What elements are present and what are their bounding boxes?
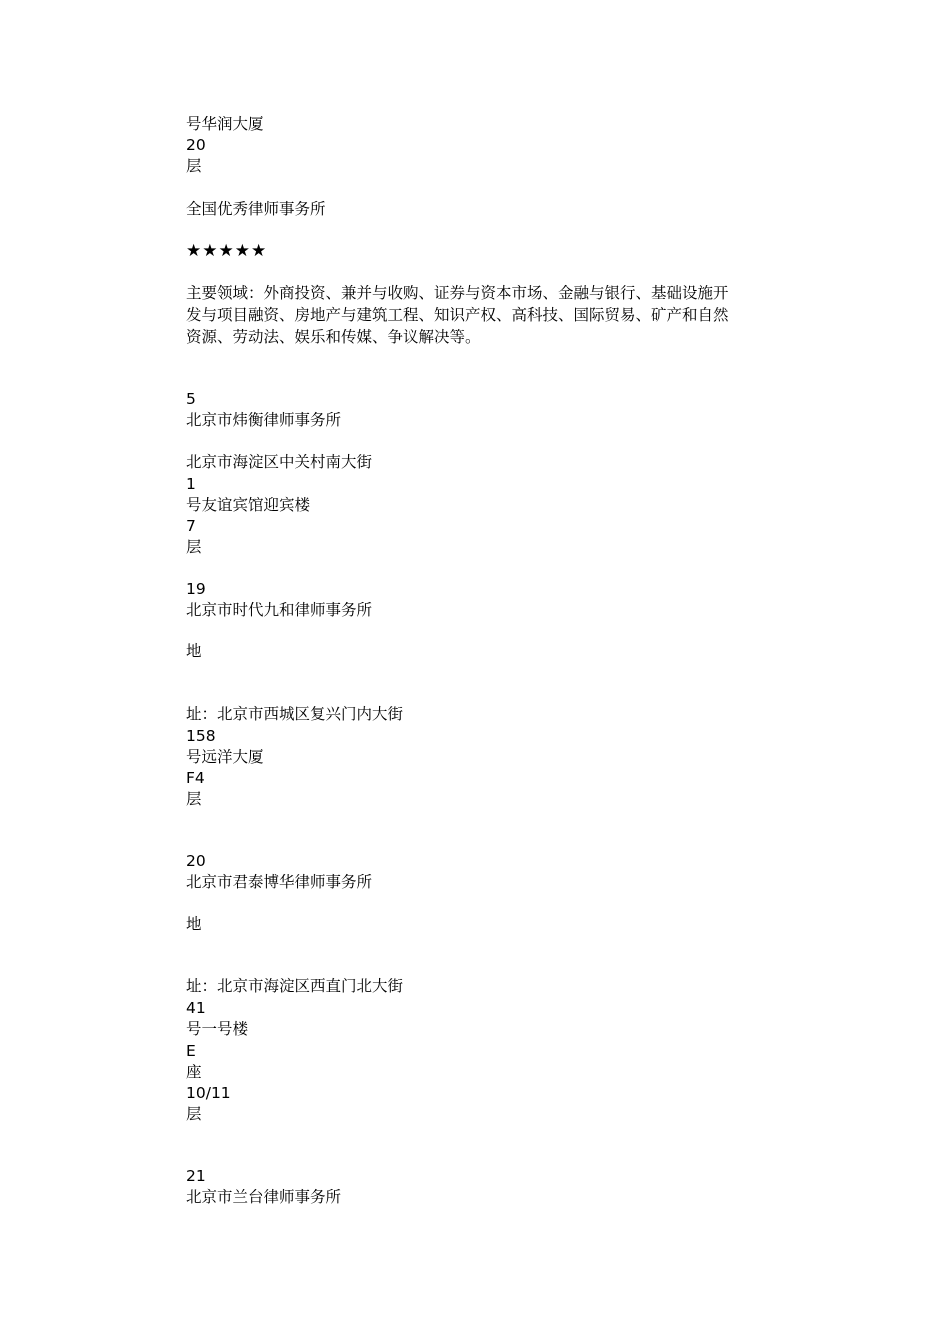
firm-number: 21 bbox=[186, 1167, 206, 1185]
address-line: 址：北京市海淀区西直门北大街 bbox=[186, 977, 404, 995]
address-line: 层 bbox=[186, 157, 202, 175]
address-line: 158 bbox=[186, 727, 216, 745]
address-line: 座 bbox=[186, 1063, 202, 1081]
rating-stars: ★★★★★ bbox=[186, 241, 268, 261]
address-line: E bbox=[186, 1042, 196, 1060]
address-line: 层 bbox=[186, 790, 202, 808]
address-line: 址：北京市西城区复兴门内大街 bbox=[186, 705, 404, 723]
address-line: F4 bbox=[186, 769, 205, 787]
firm-number: 19 bbox=[186, 580, 206, 598]
address-line: 41 bbox=[186, 999, 206, 1017]
address-line: 号华润大厦 bbox=[186, 115, 264, 133]
firm-name: 北京市时代九和律师事务所 bbox=[186, 601, 373, 619]
honor-title: 全国优秀律师事务所 bbox=[186, 200, 326, 218]
address-line: 10/11 bbox=[186, 1084, 231, 1102]
firm-number: 5 bbox=[186, 390, 196, 408]
practice-areas-line: 资源、劳动法、娱乐和传媒、争议解决等。 bbox=[186, 328, 481, 346]
address-line: 号友谊宾馆迎宾楼 bbox=[186, 496, 311, 514]
address-line: 7 bbox=[186, 517, 196, 535]
address-line: 1 bbox=[186, 475, 196, 493]
address-line: 层 bbox=[186, 538, 202, 556]
address-line: 北京市海淀区中关村南大街 bbox=[186, 453, 373, 471]
address-label: 地 bbox=[186, 915, 202, 933]
practice-areas-line: 主要领域：外商投资、兼并与收购、证券与资本市场、金融与银行、基础设施开 bbox=[186, 284, 729, 302]
address-line: 层 bbox=[186, 1105, 202, 1123]
firm-name: 北京市兰台律师事务所 bbox=[186, 1188, 342, 1206]
address-line: 号远洋大厦 bbox=[186, 748, 264, 766]
address-line: 号一号楼 bbox=[186, 1020, 249, 1038]
address-label: 地 bbox=[186, 642, 202, 660]
practice-areas-line: 发与项目融资、房地产与建筑工程、知识产权、高科技、国际贸易、矿产和自然 bbox=[186, 306, 729, 324]
firm-name: 北京市炜衡律师事务所 bbox=[186, 411, 342, 429]
firm-number: 20 bbox=[186, 852, 206, 870]
address-line: 20 bbox=[186, 136, 206, 154]
firm-name: 北京市君泰博华律师事务所 bbox=[186, 873, 373, 891]
